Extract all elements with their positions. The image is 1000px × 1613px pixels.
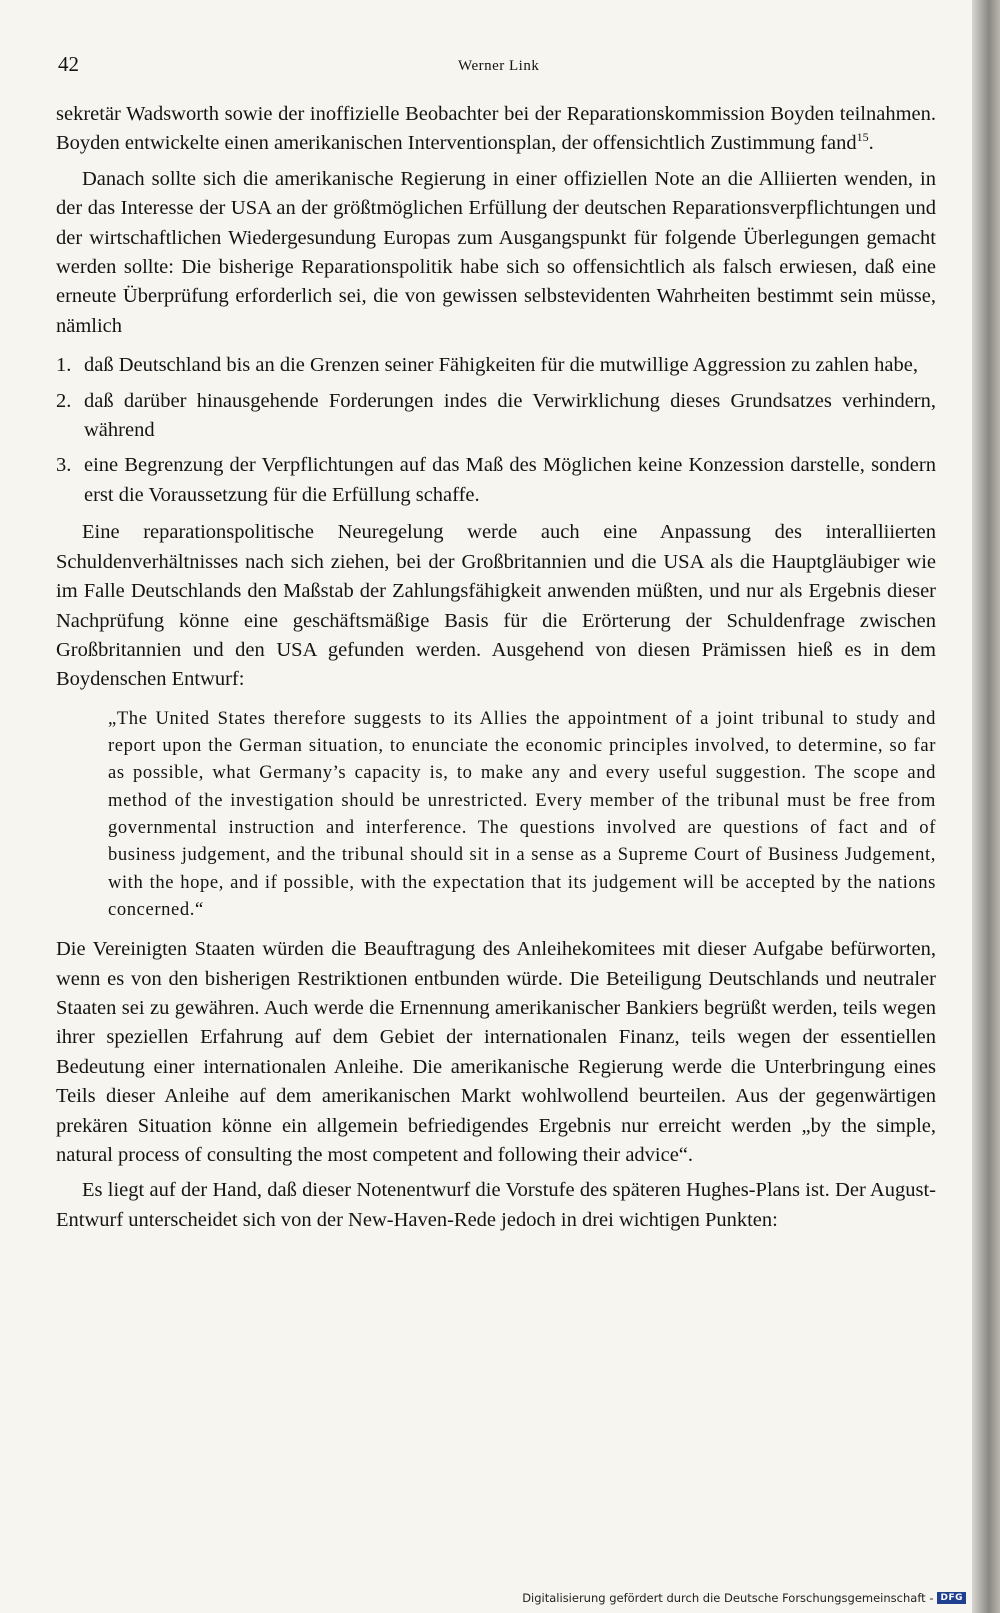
list-item-text: daß darüber hinausgehende Forderungen indes die Verwirklichung dieses Grundsatzes verhindern, während — [84, 389, 936, 442]
running-title: Werner Link — [458, 58, 540, 74]
footnote-ref-15[interactable]: 15 — [856, 130, 869, 145]
book-spine-shadow — [972, 0, 1000, 1613]
digitization-footer — [522, 1591, 966, 1605]
paragraph-2: Danach sollte sich die amerikanische Regierung in einer offiziellen Note an die Alliierten wenden, in der das Interesse der USA an der größtmöglichen Erfüllung der deutschen Reparationsverpflichtungen und der wirtschaftlichen Wiedergesundung Europas zum Ausgangspunkt für folgende Überlegungen gemacht werden sollte: Die bisherige Reparationspolitik habe sich so offensichtlich als falsch erwiesen, daß eine erneute Überprüfung erforderlich sei, die von gewissen selbstevidenten Wahrheiten bestimmt sein müsse, nämlich — [56, 167, 936, 337]
paragraph-1-text: sekretär Wadsworth sowie der inoffizielle Beobachter bei der Reparationskommission Boyden teilnahmen. Boyden entwickelte einen amerikanischen Interventionsplan, der offensichtlich Zustimmung fand — [56, 103, 936, 155]
dfg-logo: DFG — [937, 1592, 966, 1604]
page-header — [58, 52, 936, 84]
block-quote: „The United States therefore suggests to its Allies the appointment of a joint tribunal to study and report upon the German situation, to enunciate the economic principles involved, to determine, so far as possible, what Germany’s capacity is, to make any and every useful suggestion. The scope and method of the investigation should be unrestricted. Every member of the tribunal must be free from governmental instruction and interference. The questions involved are questions of fact and of business judgement, and the tribunal should sit in a sense as a Supreme Court of Business Judgement, with the hope, and if possible, with the expectation that its judgement will be accepted by the nations concerned.“ — [108, 707, 936, 920]
list-item-number: 2. — [56, 389, 72, 412]
paragraph-1 — [56, 100, 936, 159]
paragraph-4: Die Vereinigten Staaten würden die Beauftragung des Anleihekomitees mit dieser Aufgabe befürworten, wenn es von den bisherigen Restriktionen entbunden würde. Die Beteiligung Deutschlands und neutraler Staaten sei zu gewähren. Auch werde die Ernennung amerikanischer Bankiers begrüßt werden, teils wegen ihrer speziellen Erfahrung auf dem Gebiet der internationalen Finanz, teils wegen der essentiellen Bedeutung einer internationalen Anleihe. Die amerikanische Regierung werde die Unterbringung eines Teils dieser Anleihe auf dem amerikanischen Markt wohlwollend beurteilen. Aus der gegenwärtigen prekären Situation könne ein allgemein befriedigendes Ergebnis nur erreicht werden „by the simple, natural process of consulting the most competent and following their advice“. — [56, 938, 936, 1166]
paragraph-1-end: . — [868, 132, 874, 155]
footer-text: Digitalisierung gefördert durch die Deutsche Forschungsgemeinschaft - — [522, 1591, 934, 1605]
list-item — [56, 351, 936, 380]
list-item — [56, 451, 936, 510]
numbered-list — [56, 351, 936, 510]
list-item-text: daß Deutschland bis an die Grenzen seiner Fähigkeiten für die mutwillige Aggression zu zahlen habe, — [84, 354, 918, 377]
list-item-text: eine Begrenzung der Verpflichtungen auf das Maß des Möglichen keine Konzession darstelle, sondern erst die Voraussetzung für die Erfüllung schaffe. — [84, 454, 936, 506]
list-item-number: 3. — [56, 454, 72, 477]
list-item — [56, 387, 936, 446]
page-number: 42 — [58, 52, 79, 76]
paragraph-3: Eine reparationspolitische Neuregelung werde auch eine Anpassung des interalliierten Schuldenverhältnisses nach sich ziehen, bei der Großbritannien und die USA als die Hauptgläubiger wie im Falle Deutschlands den Maßstab der Zahlungsfähigkeit anwenden müßten, und nur als Ergebnis dieser Nachprüfung könne eine geschäftsmäßige Basis für die Erörterung der Schuldenfrage zwischen Großbritannien und den USA gefunden werden. Ausgehend von diesen Prämissen hieß es in dem Boydenschen Entwurf: — [56, 521, 936, 691]
paragraph-5: Es liegt auf der Hand, daß dieser Notenentwurf die Vorstufe des späteren Hughes-Plans ist. Der August-Entwurf unterscheidet sich von der New-Haven-Rede jedoch in drei wichtigen Punkten: — [56, 1179, 936, 1231]
page-body — [56, 100, 936, 1235]
list-item-number: 1. — [56, 354, 72, 377]
